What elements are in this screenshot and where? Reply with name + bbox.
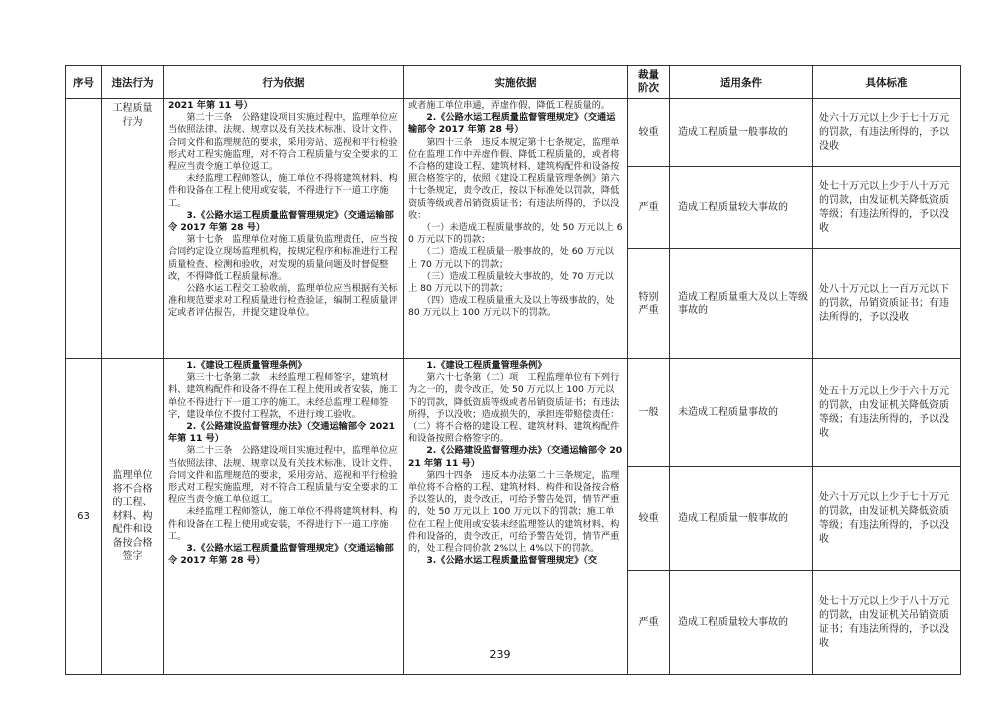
header-violation: 违法行为 xyxy=(102,66,164,99)
paragraph: 或者施工单位串通，弄虚作假、降低工程质量的。 xyxy=(408,100,611,111)
paragraph: 第二十三条 公路建设项目实施过程中，监理单位应当依照法律、法规、规章以及有关技术标准、设计文件、合同文件和监理规范的要求，采用旁站、巡视和平行检验形式对工程实施监理，对不符合工程质量与安全要求的工程应当责令施工单位返工。 xyxy=(168,445,398,506)
paragraph: 2021 年第 11 号） xyxy=(168,100,253,111)
violation-cell: 监理单位 将不合格 的工程、 材料、构 配件和设 备按合格 签字 xyxy=(102,359,164,675)
paragraph: 3.《公路水运工程质量监督管理规定》（交通运输部令 2017 年第 28 号） xyxy=(168,543,394,567)
behavior-basis-cell xyxy=(164,359,404,675)
standard-cell: 处七十万元以上少于八十万元的罚款，由发证机关吊销资质证书；有违法所得的，予以没收 xyxy=(813,571,961,675)
paragraph: 1.《建设工程质量管理条例》 xyxy=(168,360,307,371)
table-row xyxy=(66,359,961,467)
paragraph: 未经监理工程师签认，施工单位不得将建筑材料、构件和设备在工程上使用或安装，不得进行下一道工序施工。 xyxy=(168,506,398,542)
paragraph: 第二十三条 公路建设项目实施过程中，监理单位应当依照法律、法规、规章以及有关技术标准、设计文件、合同文件和监理规范的要求，采用旁站、巡视和平行检验形式对工程实施监理，对不符合工程质量与安全要求的工程应当责令施工单位返工。 xyxy=(168,112,398,173)
header-behavior-basis: 行为依据 xyxy=(164,66,404,99)
header-discretion-level: 裁量 阶次 xyxy=(628,66,670,99)
level-cell: 严重 xyxy=(628,571,670,675)
level-cell: 特别 严重 xyxy=(628,249,670,359)
paragraph: （三）造成工程质量较大事故的，处 70 万元以上 80 万元以下的罚款； xyxy=(408,270,614,295)
page-number: 239 xyxy=(489,648,511,661)
standard-cell: 处七十万元以上少于八十万元的罚款，由发证机关降低资质等级；有违法所得的，予以没收 xyxy=(813,167,961,249)
paragraph: 第十七条 监理单位对施工质量负监理责任，应当按合同约定设立现场监理机构，按规定程序和标准进行工程质量检查、检测和验收，对发现的质量问题及时督促整改，不得降低工程质量标准。 xyxy=(168,234,398,282)
paragraph: 3.《公路水运工程质量监督管理规定》（交通运输部令 2017 年第 28 号） xyxy=(168,209,394,234)
table-row xyxy=(66,99,961,167)
implementation-basis-cell xyxy=(404,359,628,675)
condition-cell: 造成工程质量重大及以上等级事故的 xyxy=(670,249,813,359)
seq-cell: 63 xyxy=(66,359,102,675)
level-cell: 较重 xyxy=(628,467,670,571)
seq-cell xyxy=(66,99,102,359)
implementation-basis-cell xyxy=(404,99,628,359)
header-applicable-condition: 适用条件 xyxy=(670,66,813,99)
paragraph: 2.《公路建设监督管理办法》（交通运输部令 2021 年第 11 号） xyxy=(408,445,623,469)
condition-cell: 造成工程质量一般事故的 xyxy=(670,467,813,571)
paragraph: 2.《公路建设监督管理办法》（交通运输部令 2021 年第 11 号） xyxy=(168,421,399,445)
paragraph: 1.《建设工程质量管理条例》 xyxy=(408,360,547,371)
standard-cell: 处六十万元以上少于七十万元的罚款，由发证机关降低资质等级；有违法所得的，予以没收 xyxy=(813,467,961,571)
header-implementation-basis: 实施依据 xyxy=(404,66,628,99)
paragraph: 第四十四条 违反本办法第二十三条规定，监理单位将不合格的工程、建筑材料、构件和设备按合格予以签认的，责令改正，可给予警告处罚，情节严重的，处 50 万元以上 100 万元以下的罚款；施工单位在工程上使用或安装未经监理签认的建筑材料、构件和设备的，责令改正，可给予警告处罚，情节严重的，处工程合同价款 2%以上 4%以下的罚款。 xyxy=(408,469,620,555)
paragraph: 第三十七条第二款 未经监理工程师签字，建筑材料、建筑构配件和设备不得在工程上使用或者安装，施工单位不得进行下一道工序的施工。未经总监理工程师签字，建设单位不拨付工程款，不进行竣工验收。 xyxy=(168,372,398,420)
violation-cell: 工程质量 行为 xyxy=(102,99,164,359)
paragraph: 第六十七条第（二）项 工程监理单位有下列行为之一的，责令改正，处 50 万元以上 100 万元以下的罚款，降低资质等级或者吊销资质证书；有违法所得，予以没收；造成损失的，承担连带赔偿责任：（二）将不合格的建设工程、建筑材料、建筑构配件和设备按照合格签字的。 xyxy=(408,372,620,445)
header-seq: 序号 xyxy=(66,66,102,99)
paragraph: 未经监理工程师签认，施工单位不得将建筑材料、构件和设备在工程上使用或安装，不得进行下一道工序施工。 xyxy=(168,173,398,209)
behavior-basis-cell xyxy=(164,99,404,359)
level-cell: 严重 xyxy=(628,167,670,249)
condition-cell: 造成工程质量一般事故的 xyxy=(670,99,813,167)
header-specific-standard: 具体标准 xyxy=(813,66,961,99)
condition-cell: 造成工程质量较大事故的 xyxy=(670,571,813,675)
paragraph: （四）造成工程质量重大及以上等级事故的，处 80 万元以上 100 万元以下的罚款。 xyxy=(408,295,618,319)
paragraph: 2.《公路水运工程质量监督管理规定》（交通运输部令 2017 年第 28 号） xyxy=(408,112,616,136)
level-cell: 一般 xyxy=(628,359,670,467)
paragraph: 公路水运工程交工验收前，监理单位应当根据有关标准和规范要求对工程质量进行检查验证，编制工程质量评定或者评估报告，并提交建设单位。 xyxy=(168,283,398,319)
standard-cell: 处五十万元以上少于六十万元的罚款，由发证机关降低资质等级；有违法所得的，予以没收 xyxy=(813,359,961,467)
condition-cell: 未造成工程质量事故的 xyxy=(670,359,813,467)
table-header-row xyxy=(66,66,961,99)
paragraph: 3.《公路水运工程质量监督管理规定》（交 xyxy=(408,555,598,567)
standard-cell: 处八十万元以上一百万元以下的罚款，吊销资质证书；有违法所得的，予以没收 xyxy=(813,249,961,359)
paragraph: （一）未造成工程质量事故的，处 50 万元以上 60 万元以下的罚款； xyxy=(408,222,623,246)
paragraph: （二）造成工程质量一般事故的，处 60 万元以上 70 万元以下的罚款； xyxy=(408,246,614,270)
paragraph: 第四十三条 违反本规定第十七条规定，监理单位在监理工作中弄虚作假、降低工程质量的，或者将不合格的建设工程、建筑材料、建筑构配件和设备按照合格签字的，依照《建设工程质量管理条例》第六十七条规定，责令改正，按以下标准处以罚款，降低资质等级或者吊销资质证书；有违法所得的，予以没收： xyxy=(408,136,620,221)
level-cell: 较重 xyxy=(628,99,670,167)
condition-cell: 造成工程质量较大事故的 xyxy=(670,167,813,249)
penalty-table xyxy=(65,65,961,675)
standard-cell: 处六十万元以上少于七十万元的罚款，有违法所得的，予以没收 xyxy=(813,99,961,167)
